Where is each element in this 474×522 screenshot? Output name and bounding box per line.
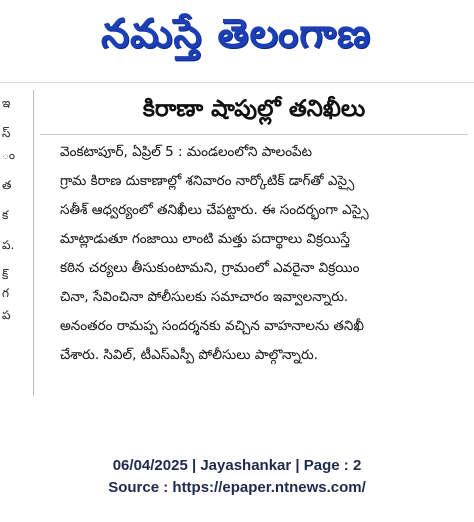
adjacent-column-fragment: ం <box>2 148 16 162</box>
column-divider <box>33 90 34 396</box>
adjacent-column-fragment: క్ <box>2 268 9 282</box>
source-url: Source : https://epaper.ntnews.com/ <box>108 479 366 496</box>
article-line: చినా, సేవించినా పోలీసులకు సమాచారం ఇవ్వాలన్నారు. <box>60 289 349 305</box>
article-line: కఠిన చర్యలు తీసుకుంటామని, గ్రామంలో ఎవరైనా విక్రయిం <box>60 260 360 276</box>
article-headline: కిరాణా షాపుల్లో తనిఖీలు <box>142 96 366 122</box>
adjacent-column-fragment: ప. <box>2 238 15 252</box>
article-line: అనంతరం రామప్ప సందర్శనకు వచ్చిన వాహనాలను తనిఖీ <box>60 318 364 334</box>
article-line: చేశారు. సివిల్, టీఎస్ఎస్పీ పోలీసులు పాల్గొన్నారు. <box>60 347 318 363</box>
adjacent-column-fragment: గ <box>2 286 9 300</box>
article-line: వెంకటాపూర్, ఏప్రిల్ 5 : మండలంలోని పాలంపేట <box>60 144 313 160</box>
newspaper-masthead <box>36 4 436 74</box>
article-line: మాట్లాడుతూ గంజాయి లాంటి మత్తు పదార్థాలు విక్రయిస్తే <box>60 231 350 247</box>
article-line: గ్రామ కిరాణ దుకాణాల్లో శనివారం నార్కోటిక్ డాగ్‌తో ఎస్సై <box>60 173 355 189</box>
masthead-divider <box>0 82 474 83</box>
adjacent-column-clip <box>0 96 30 386</box>
adjacent-column-fragment: క <box>2 208 9 222</box>
headline-divider <box>40 134 468 135</box>
adjacent-column-fragment: స్ <box>2 126 11 140</box>
article-body <box>60 144 464 394</box>
adjacent-column-fragment: ప <box>2 308 11 322</box>
article-line: సతీశ్ ఆధ్వర్యంలో తనిఖీలు చేపట్టారు. ఈ సందర్భంగా ఎస్సై <box>60 202 369 218</box>
adjacent-column-fragment: ఇ <box>2 96 11 110</box>
source-footer <box>0 455 474 499</box>
masthead-title: నమస్తే తెలంగాణ <box>100 11 372 57</box>
adjacent-column-fragment: త <box>2 178 12 192</box>
edition-info: 06/04/2025 | Jayashankar | Page : 2 <box>112 457 362 474</box>
